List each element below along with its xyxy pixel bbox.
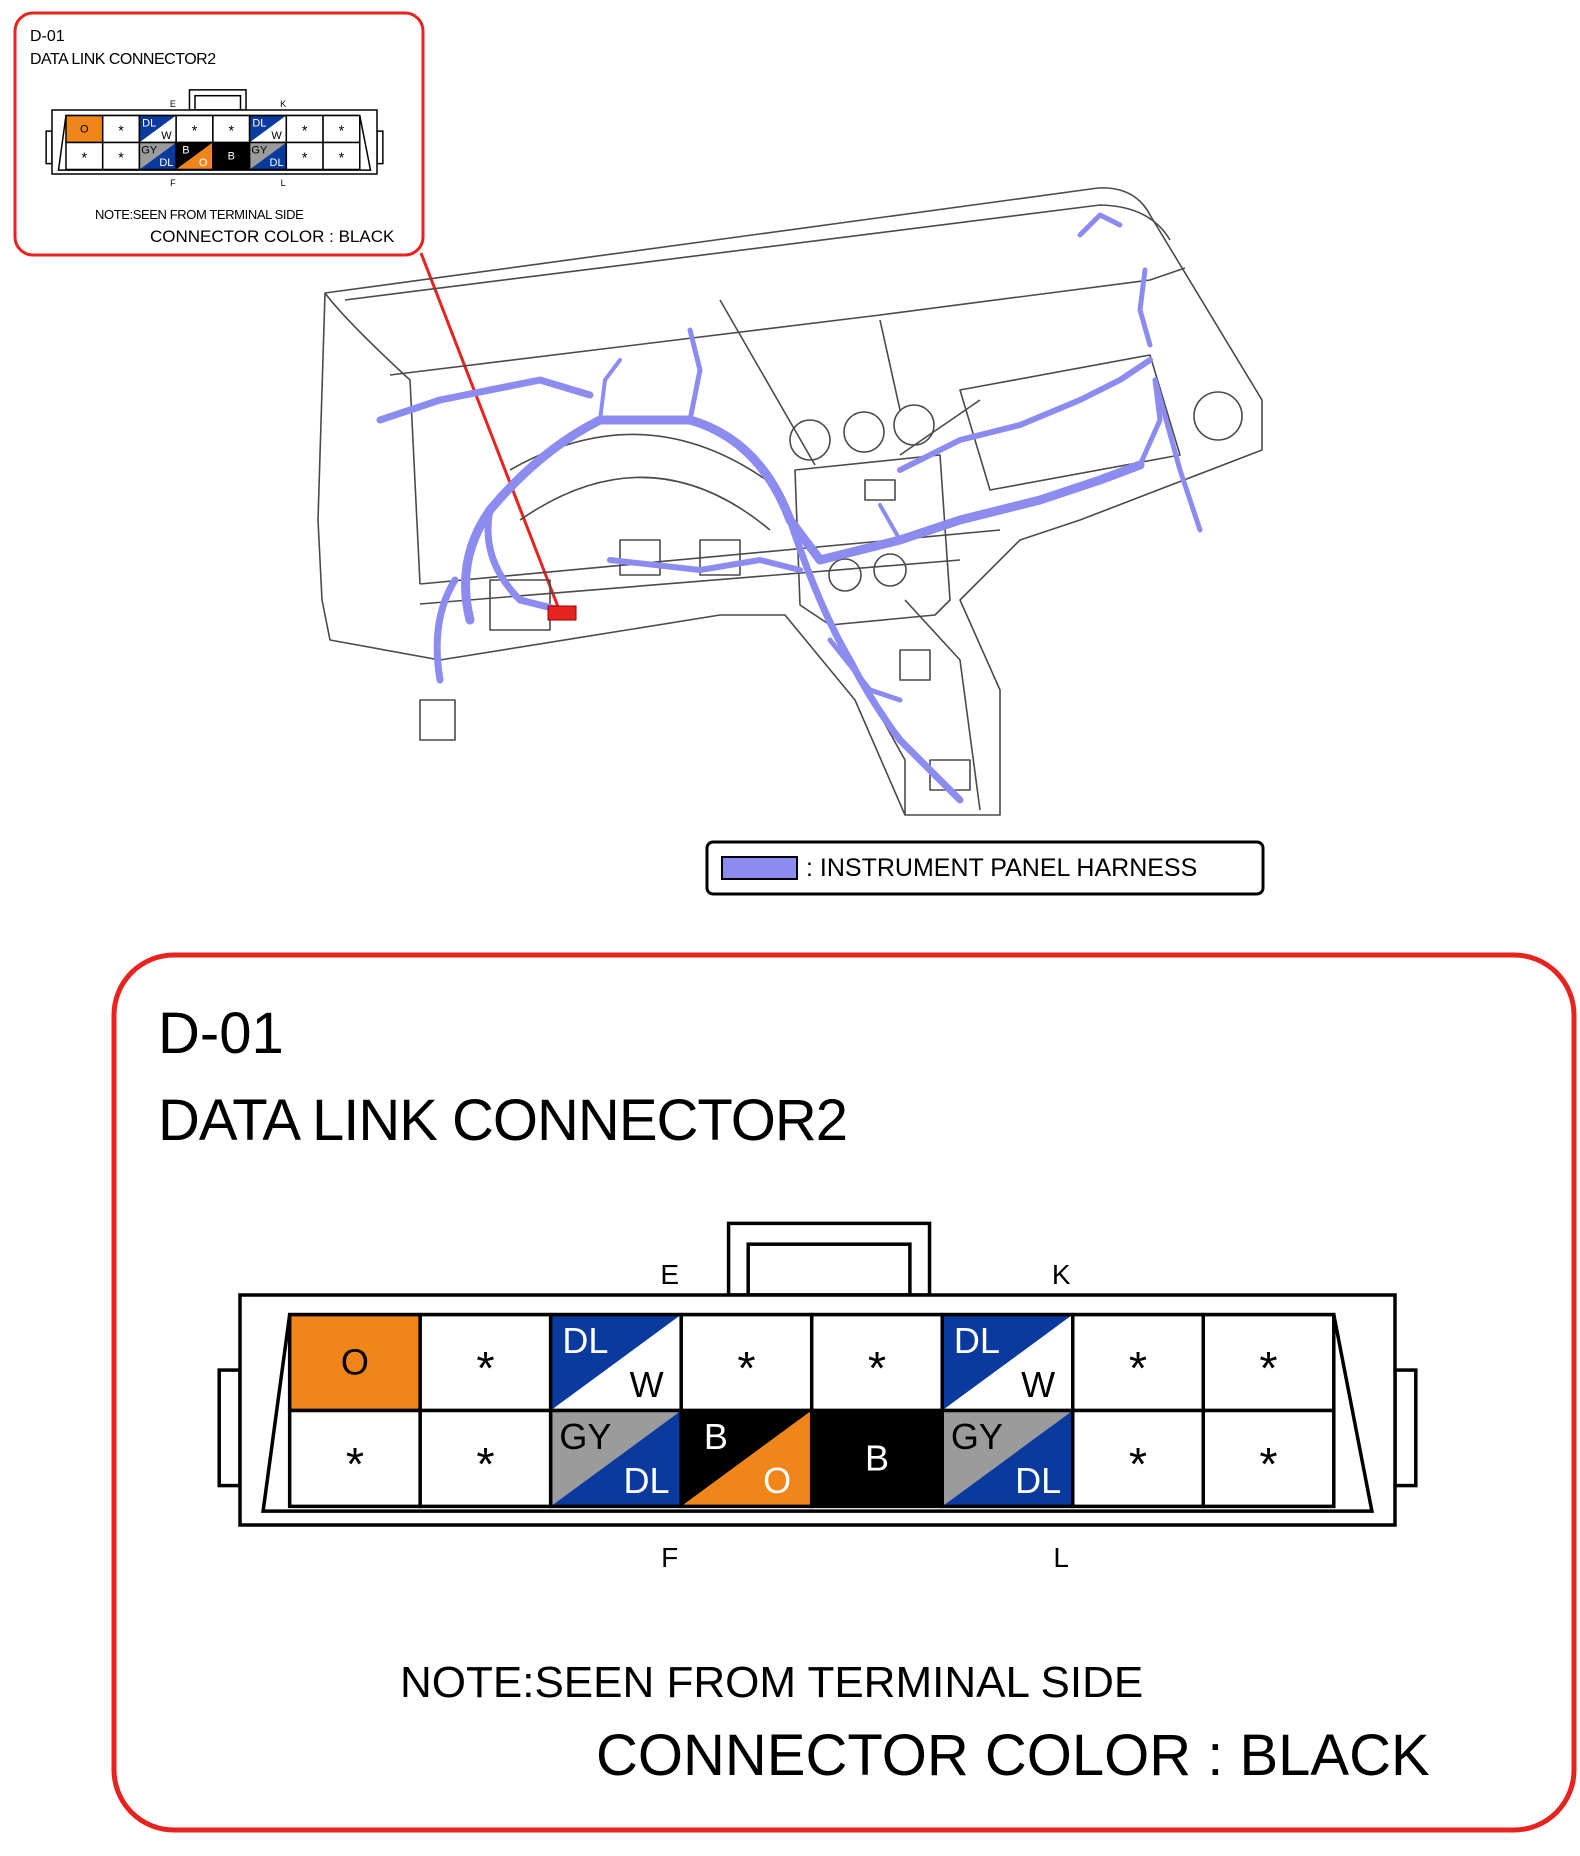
- terminal-wire-stripe: W: [161, 129, 172, 142]
- terminal-unused-mark: *: [867, 1342, 887, 1395]
- terminal-cavity: [420, 1411, 551, 1507]
- terminal-unused-mark: *: [1259, 1438, 1278, 1491]
- terminal-cavity: [551, 1315, 682, 1411]
- terminal-cavity: [681, 1315, 812, 1411]
- small-callout-connector-color: CONNECTOR COLOR : BLACK: [150, 227, 395, 246]
- terminal-cavity: [323, 116, 360, 143]
- pin-label-bottom-right: L: [1053, 1542, 1069, 1574]
- large-callout-name: DATA LINK CONNECTOR2: [158, 1088, 848, 1153]
- terminal-wire-stripe: DL: [159, 156, 174, 169]
- large-callout-code: D-01: [158, 1001, 284, 1066]
- terminal-unused-mark: *: [338, 150, 345, 167]
- terminal-unused-mark: *: [301, 123, 308, 140]
- terminal-cavity: [66, 143, 103, 170]
- terminal-cavity: [250, 116, 287, 143]
- terminal-cavity: [812, 1315, 943, 1411]
- terminal-cavity: [290, 1411, 421, 1507]
- terminal-cavity: [286, 116, 323, 143]
- pin-label-top-right: K: [280, 99, 287, 110]
- terminal-unused-mark: *: [301, 150, 308, 167]
- terminal-cavity: [942, 1315, 1073, 1411]
- terminal-cavity: [290, 1315, 421, 1411]
- pin-label-bottom-right: L: [280, 178, 286, 189]
- terminal-wire-code: DL: [142, 117, 157, 130]
- terminal-unused-mark: *: [1128, 1438, 1148, 1491]
- small-callout-name: DATA LINK CONNECTOR2: [30, 51, 216, 68]
- terminal-cavity: [213, 143, 250, 170]
- terminal-unused-mark: *: [1259, 1342, 1278, 1395]
- terminal-unused-mark: *: [81, 150, 88, 167]
- legend: [707, 842, 1263, 894]
- terminal-cavity: [681, 1411, 812, 1507]
- connector-right-tab: [1395, 1370, 1416, 1486]
- terminal-unused-mark: *: [345, 1438, 365, 1491]
- terminal-unused-mark: *: [476, 1342, 495, 1395]
- terminal-unused-mark: *: [228, 123, 235, 140]
- small-callout-note: NOTE:SEEN FROM TERMINAL SIDE: [95, 207, 304, 222]
- terminal-cavity: [139, 116, 176, 143]
- instrument-panel-harness: [380, 215, 1200, 800]
- terminal-cavity: [213, 116, 250, 143]
- terminal-unused-mark: *: [1128, 1342, 1148, 1395]
- terminal-wire-stripe: W: [271, 129, 282, 142]
- connector-latch: [189, 90, 246, 110]
- terminal-cavity: [176, 143, 213, 170]
- terminal-cavity: [176, 116, 213, 143]
- terminal-unused-mark: *: [191, 123, 198, 140]
- legend-label: : INSTRUMENT PANEL HARNESS: [806, 854, 1198, 882]
- terminal-cavity: [420, 1315, 551, 1411]
- terminal-unused-mark: *: [118, 150, 124, 167]
- terminal-wire-code: DL: [953, 1320, 1000, 1362]
- terminal-cavity: [1073, 1411, 1204, 1507]
- connector-left-tab: [46, 131, 52, 164]
- terminal-cavity: [551, 1411, 682, 1507]
- terminal-wire-stripe: DL: [623, 1459, 670, 1501]
- terminal-unused-mark: *: [118, 123, 124, 140]
- legend-swatch: [722, 857, 797, 879]
- pin-label-bottom-left: F: [170, 178, 176, 189]
- connector-left-tab: [219, 1370, 240, 1486]
- terminal-cavity: [250, 143, 287, 170]
- terminal-wire-stripe: DL: [269, 156, 284, 169]
- pin-label-bottom-left: F: [661, 1542, 679, 1574]
- terminal-wire-stripe: O: [763, 1459, 792, 1501]
- terminal-wire-code: O: [340, 1341, 369, 1383]
- connector-latch: [729, 1223, 930, 1295]
- terminal-unused-mark: *: [338, 123, 345, 140]
- terminal-cavity: [1073, 1315, 1204, 1411]
- terminal-wire-code: B: [703, 1415, 728, 1457]
- terminal-wire-stripe: O: [198, 156, 208, 169]
- terminal-wire-code: B: [227, 150, 235, 163]
- large-callout-connector-color: CONNECTOR COLOR : BLACK: [596, 1723, 1430, 1788]
- terminal-wire-stripe: W: [629, 1363, 664, 1405]
- terminal-cavity: [1203, 1315, 1334, 1411]
- terminal-cavity: [286, 143, 323, 170]
- terminal-wire-code: GY: [141, 144, 158, 157]
- terminal-wire-code: DL: [252, 117, 267, 130]
- terminal-wire-stripe: DL: [1015, 1459, 1062, 1501]
- terminal-cavity: [1203, 1411, 1334, 1507]
- pin-label-top-left: E: [660, 1258, 680, 1290]
- terminal-wire-code: GY: [950, 1415, 1003, 1457]
- terminal-wire-stripe: W: [1021, 1363, 1056, 1405]
- terminal-unused-mark: *: [476, 1438, 495, 1491]
- terminal-cavity: [139, 143, 176, 170]
- small-callout: [15, 13, 423, 255]
- terminal-unused-mark: *: [737, 1342, 756, 1395]
- pin-label-top-right: K: [1051, 1258, 1071, 1290]
- terminal-cavity: [103, 143, 140, 170]
- instrument-panel-illustration: [318, 188, 1262, 815]
- terminal-cavity: [103, 116, 140, 143]
- connector-location-marker: [548, 606, 576, 620]
- terminal-wire-code: DL: [562, 1320, 609, 1362]
- large-callout: [114, 955, 1574, 1830]
- terminal-cavity: [323, 143, 360, 170]
- terminal-cavity: [942, 1411, 1073, 1507]
- terminal-wire-code: O: [80, 123, 89, 136]
- pin-label-top-left: E: [169, 99, 176, 110]
- terminal-wire-code: GY: [559, 1415, 612, 1457]
- terminal-wire-code: GY: [251, 144, 268, 157]
- terminal-cavity: [66, 116, 103, 143]
- terminal-wire-code: B: [864, 1437, 889, 1479]
- terminal-cavity: [812, 1411, 943, 1507]
- connector-right-tab: [377, 131, 383, 164]
- small-callout-code: D-01: [30, 28, 65, 45]
- large-callout-note: NOTE:SEEN FROM TERMINAL SIDE: [400, 1658, 1144, 1707]
- terminal-wire-code: B: [182, 144, 190, 157]
